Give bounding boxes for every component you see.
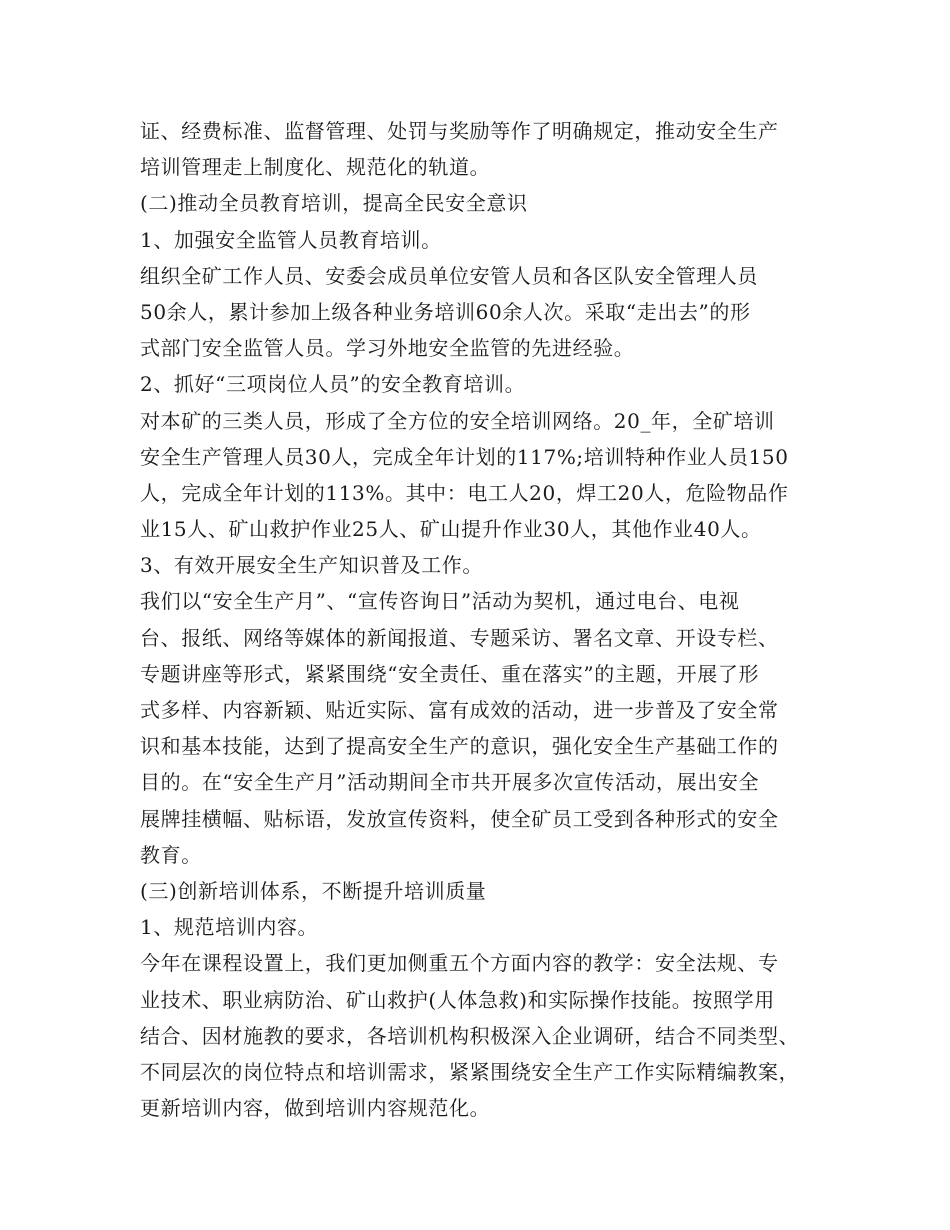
section-heading: (三)创新培训体系，不断提升培训质量 xyxy=(140,878,487,903)
body-text-line: 证、经费标准、监督管理、处罚与奖励等作了明确规定，推动安全生产 xyxy=(140,119,779,143)
body-text-line: 教育。 xyxy=(140,842,202,867)
body-text-line: 式多样、内容新颖、贴近实际、富有成效的活动，进一步普及了安全常 xyxy=(140,698,779,722)
body-text-line: 识和基本技能，达到了提高安全生产的意识，强化安全生产基础工作的 xyxy=(140,734,779,759)
body-text-line: 目的。在“安全生产月”活动期间全市共开展多次宣传活动，展出安全 xyxy=(140,770,760,795)
subsection-heading: 1、加强安全监管人员教育培训。 xyxy=(140,227,442,252)
subsection-heading: 2、抓好“三项岗位人员”的安全教育培训。 xyxy=(140,372,526,397)
subsection-heading: 1、规范培训内容。 xyxy=(140,915,319,940)
body-text-line: 结合、因材施教的要求，各培训机构积极深入企业调研，结合不同类型、 xyxy=(140,1023,800,1048)
section-heading: (二)推动全员教育培训，提高全民安全意识 xyxy=(140,191,528,216)
body-text-line: 式部门安全监管人员。学习外地安全监管的先进经验。 xyxy=(140,336,635,361)
body-text-line: 业技术、职业病防治、矿山救护(人体急救)和实际操作技能。按照学用 xyxy=(140,987,775,1012)
body-text-line: 50余人，累计参加上级各种业务培训60余人次。采取“走出去”的形 xyxy=(140,299,751,324)
subsection-heading: 3、有效开展安全生产知识普及工作。 xyxy=(140,553,483,578)
body-text-line: 我们以“安全生产月”、“宣传咨询日”活动为契机，通过电台、电视 xyxy=(140,589,740,614)
body-text-line: 安全生产管理人员30人，完成全年计划的117%;培训特种作业人员150 xyxy=(140,444,789,469)
body-text-line: 展牌挂横幅、贴标语，发放宣传资料，使全矿员工受到各种形式的安全 xyxy=(140,806,779,831)
body-text-line: 组织全矿工作人员、安委会成员单位安管人员和各区队安全管理人员 xyxy=(140,263,758,288)
body-text-line: 不同层次的岗位特点和培训需求，紧紧围绕安全生产工作实际精编教案， xyxy=(140,1059,800,1084)
body-text-line: 今年在课程设置上，我们更加侧重五个方面内容的教学：安全法规、专 xyxy=(140,951,779,976)
body-text-line: 人，完成全年计划的113%。其中：电工人20，焊工20人，危险物品作 xyxy=(140,480,789,505)
body-text-line: 对本矿的三类人员，形成了全方位的安全培训网络。20_年，全矿培训 xyxy=(140,408,775,433)
body-text-line: 专题讲座等形式，紧紧围绕“安全责任、重在落实”的主题，开展了形 xyxy=(140,661,760,686)
body-text-line: 培训管理走上制度化、规范化的轨道。 xyxy=(140,155,491,180)
body-text-line: 业15人、矿山救护作业25人、矿山提升作业30人，其他作业40人。 xyxy=(140,517,762,542)
document-body xyxy=(140,113,830,1126)
body-text-line: 更新培训内容，做到培训内容规范化。 xyxy=(140,1096,491,1121)
body-text-line: 台、报纸、网络等媒体的新闻报道、专题采访、署名文章、开设专栏、 xyxy=(140,625,779,650)
